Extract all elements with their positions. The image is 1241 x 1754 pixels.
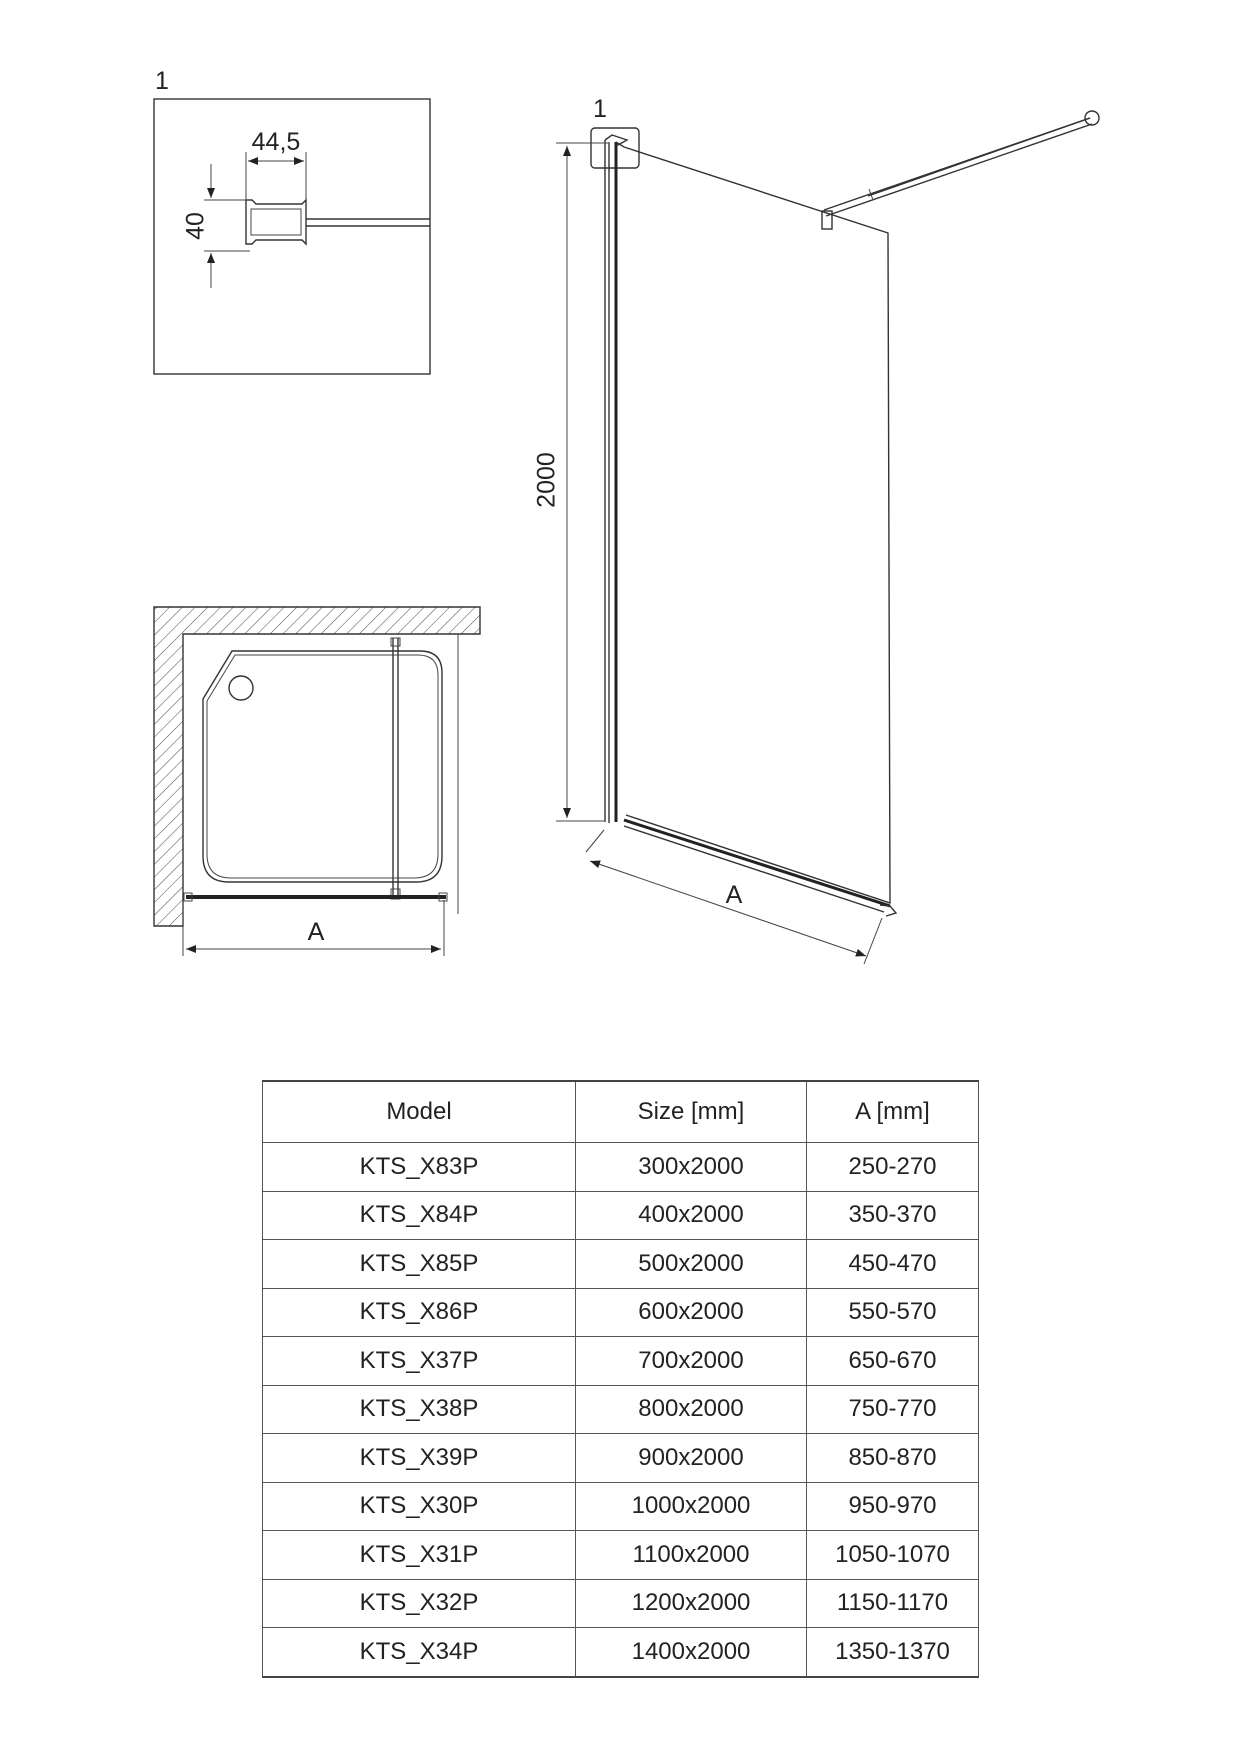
table-row: [263, 1579, 979, 1628]
plan-support-bar: [391, 638, 400, 899]
cell-model: KTS_X31P: [263, 1531, 576, 1580]
detail-height-dimension: [182, 164, 250, 288]
table-row: [263, 1482, 979, 1531]
table-row: [263, 1240, 979, 1289]
glass-edge: [306, 219, 430, 226]
plan-view: [154, 607, 480, 956]
cell-a: 750-770: [807, 1385, 979, 1434]
plan-width-dimension: [183, 900, 444, 956]
drain-icon: [229, 676, 253, 700]
cell-size: 900x2000: [576, 1434, 807, 1483]
cell-a: 950-970: [807, 1482, 979, 1531]
detail-view: [154, 67, 430, 374]
cell-a: 650-670: [807, 1337, 979, 1386]
cell-a: 1050-1070: [807, 1531, 979, 1580]
cell-model: KTS_X85P: [263, 1240, 576, 1289]
cell-a: 1350-1370: [807, 1628, 979, 1677]
table-row: [263, 1143, 979, 1192]
wall-profile: [246, 200, 306, 244]
cell-model: KTS_X83P: [263, 1143, 576, 1192]
plan-width-label: A: [307, 918, 325, 946]
cell-size: 600x2000: [576, 1288, 807, 1337]
table-row: [263, 1385, 979, 1434]
detail-width-dimension: [246, 128, 306, 200]
cell-a: 250-270: [807, 1143, 979, 1192]
table-row: [263, 1628, 979, 1677]
cell-size: 1100x2000: [576, 1531, 807, 1580]
header-model: Model: [263, 1081, 576, 1143]
elevation-height-value: 2000: [532, 452, 561, 508]
table-header-row: [263, 1081, 979, 1143]
cell-model: KTS_X39P: [263, 1434, 576, 1483]
cell-size: 400x2000: [576, 1191, 807, 1240]
cell-size: 300x2000: [576, 1143, 807, 1192]
table-row: [263, 1288, 979, 1337]
cell-model: KTS_X34P: [263, 1628, 576, 1677]
table-row: [263, 1531, 979, 1580]
cell-model: KTS_X30P: [263, 1482, 576, 1531]
cell-model: KTS_X84P: [263, 1191, 576, 1240]
detail-width-value: 44,5: [251, 128, 301, 156]
cell-size: 800x2000: [576, 1385, 807, 1434]
cell-a: 550-570: [807, 1288, 979, 1337]
elevation-width-label: A: [725, 881, 743, 909]
cell-size: 500x2000: [576, 1240, 807, 1289]
cell-size: 1000x2000: [576, 1482, 807, 1531]
cell-model: KTS_X37P: [263, 1337, 576, 1386]
cell-size: 1400x2000: [576, 1628, 807, 1677]
cell-a: 850-870: [807, 1434, 979, 1483]
cell-model: KTS_X86P: [263, 1288, 576, 1337]
stabilizer-bar: [822, 111, 1099, 229]
glass-panel: [616, 142, 896, 916]
cell-a: 1150-1170: [807, 1579, 979, 1628]
elevation-height-dimension: [533, 143, 608, 821]
table-row: [263, 1434, 979, 1483]
elevation-callout-label: 1: [593, 95, 607, 123]
detail-height-value: 40: [181, 212, 210, 240]
header-size: Size [mm]: [576, 1081, 807, 1143]
detail-callout-label: 1: [155, 67, 169, 95]
wall-profile-elevation: [605, 135, 627, 823]
cell-size: 700x2000: [576, 1337, 807, 1386]
elevation-view: [533, 95, 1099, 964]
shower-tray: [203, 651, 442, 882]
cell-a: 450-470: [807, 1240, 979, 1289]
cell-a: 350-370: [807, 1191, 979, 1240]
table-row: [263, 1337, 979, 1386]
model-size-table: [262, 1080, 979, 1678]
cell-model: KTS_X32P: [263, 1579, 576, 1628]
cell-size: 1200x2000: [576, 1579, 807, 1628]
plan-glass-panel: [184, 893, 447, 901]
cell-model: KTS_X38P: [263, 1385, 576, 1434]
header-a: A [mm]: [807, 1081, 979, 1143]
table-row: [263, 1191, 979, 1240]
